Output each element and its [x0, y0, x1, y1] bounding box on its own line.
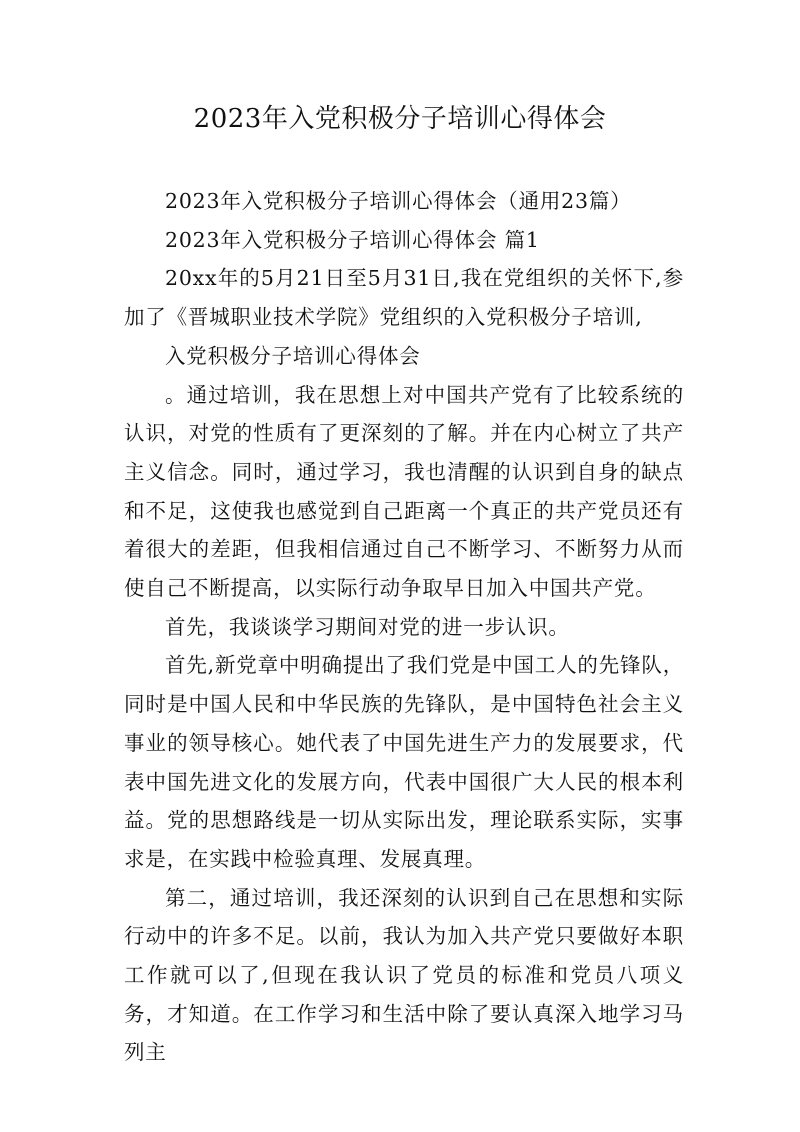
paragraph: 。通过培训，我在思想上对中国共产党有了比较系统的认识，对党的性质有了更深刻的了解。并在内心树立了共产主义信念。同时，通过学习，我也清醒的认识到自身的缺点和不足，这使我也感觉到自己距离一个真正的共产党员还有着很大的差距，但我相信通过自己不断学习、不断努力从而使自己不断提高，以实际行动争取早日加入中国共产党。 [124, 382, 684, 601]
paragraph: 第二，通过培训，我还深刻的认识到自己在思想和实际行动中的许多不足。以前，我认为加入共产党只要做好本职工作就可以了,但现在我认识了党员的标准和党员八项义务，才知道。在工作学习和生活中除了要认真深入地学习马列主 [124, 885, 684, 1065]
paragraph: 首先，我谈谈学习期间对党的进一步认识。 [165, 614, 570, 639]
paragraph-section-heading: 2023年入党积极分子培训心得体会 篇1 [165, 227, 540, 252]
paragraph: 首先,新党章中明确提出了我们党是中国工人的先锋队，同时是中国人民和中华民族的先锋队，是中国特色社会主义事业的领导核心。她代表了中国先进生产力的发展要求，代表中国先进文化的发展方向，代表中国很广大人民的根本利益。党的思想路线是一切从实际出发，理论联系实际，实事求是，在实践中检验真理、发展真理。 [124, 653, 684, 871]
paragraph-subtitle: 2023年入党积极分子培训心得体会（通用23篇） [165, 189, 632, 213]
document-title: 2023年入党积极分子培训心得体会 [193, 104, 607, 134]
paragraph: 入党积极分子培训心得体会 [165, 343, 421, 368]
document-body [124, 182, 684, 1072]
paragraph: 20xx年的5月21日至5月31日,我在党组织的关怀下,参加了《晋城职业技术学院》党组织的入党积极分子培训, [124, 266, 684, 330]
